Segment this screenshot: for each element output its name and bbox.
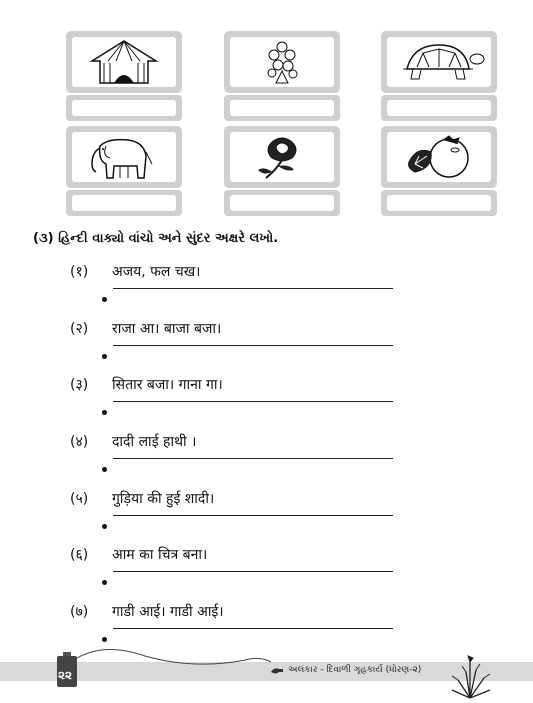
bullet xyxy=(102,524,107,529)
bullet xyxy=(102,297,107,302)
flowers-icon xyxy=(236,39,328,85)
hindi-sentence: गुड़िया की हुई शादी। xyxy=(112,491,215,507)
sentence-row xyxy=(70,489,400,545)
picture-frame xyxy=(66,31,182,93)
item-number: (१) xyxy=(70,264,89,280)
writing-line[interactable] xyxy=(113,628,393,629)
sentence-row xyxy=(70,545,400,601)
writing-line[interactable] xyxy=(113,345,393,346)
answer-box[interactable] xyxy=(66,190,182,216)
hindi-sentence: अजय, फल चख। xyxy=(112,264,201,280)
wire-icon xyxy=(75,646,275,670)
item-number: (४) xyxy=(70,434,89,450)
sentence-row xyxy=(70,262,400,318)
writing-line[interactable] xyxy=(113,401,393,402)
answer-box[interactable] xyxy=(224,190,340,216)
elephant-icon xyxy=(78,134,170,180)
hindi-sentence: गाडी आई। गाडी आई। xyxy=(112,604,224,620)
answer-box[interactable] xyxy=(224,95,340,121)
item-number: (६) xyxy=(70,547,89,563)
picture-frame xyxy=(224,126,340,188)
plant-icon xyxy=(446,652,494,700)
hindi-sentence: दादी लाई हाथी । xyxy=(112,434,197,450)
item-number: (७) xyxy=(70,604,89,620)
writing-line[interactable] xyxy=(113,458,393,459)
section-heading: (૩) હિન્દી વાક્યો વાંચો અને સુંદર અક્ષરે લખો. xyxy=(33,231,279,246)
hindi-sentence: आम का चित्र बना। xyxy=(112,547,208,563)
hand-icon xyxy=(270,666,284,676)
page-number: ૨૨ xyxy=(58,668,73,682)
sentence-row xyxy=(70,375,400,431)
answer-box[interactable] xyxy=(66,95,182,121)
picture-frame xyxy=(224,31,340,93)
sentence-row xyxy=(70,319,400,375)
hindi-sentence: राजा आ। बाजा बजा। xyxy=(112,321,222,337)
bullet xyxy=(102,580,107,585)
item-number: (३) xyxy=(70,377,89,393)
answer-box[interactable] xyxy=(381,95,497,121)
writing-line[interactable] xyxy=(113,571,393,572)
rose-icon xyxy=(236,134,328,180)
writing-line[interactable] xyxy=(113,515,393,516)
bullet xyxy=(102,410,107,415)
picture-frame xyxy=(381,31,497,93)
writing-line[interactable] xyxy=(113,288,393,289)
sentence-row xyxy=(70,432,400,488)
item-number: (२) xyxy=(70,321,89,337)
tortoise-icon xyxy=(393,39,485,85)
picture-frame xyxy=(381,126,497,188)
answer-box[interactable] xyxy=(381,190,497,216)
orange-icon xyxy=(393,134,485,180)
bullet xyxy=(102,354,107,359)
hindi-sentence: सितार बजा। गाना गा। xyxy=(112,377,223,393)
bullet xyxy=(102,467,107,472)
item-number: (५) xyxy=(70,491,89,507)
picture-frame xyxy=(66,126,182,188)
footer-text: અલંકાર - દિવાળી ગૃહકાર્ય (ધોરણ-૨) xyxy=(288,665,422,675)
hut-icon xyxy=(78,39,170,85)
bullet xyxy=(102,637,107,642)
